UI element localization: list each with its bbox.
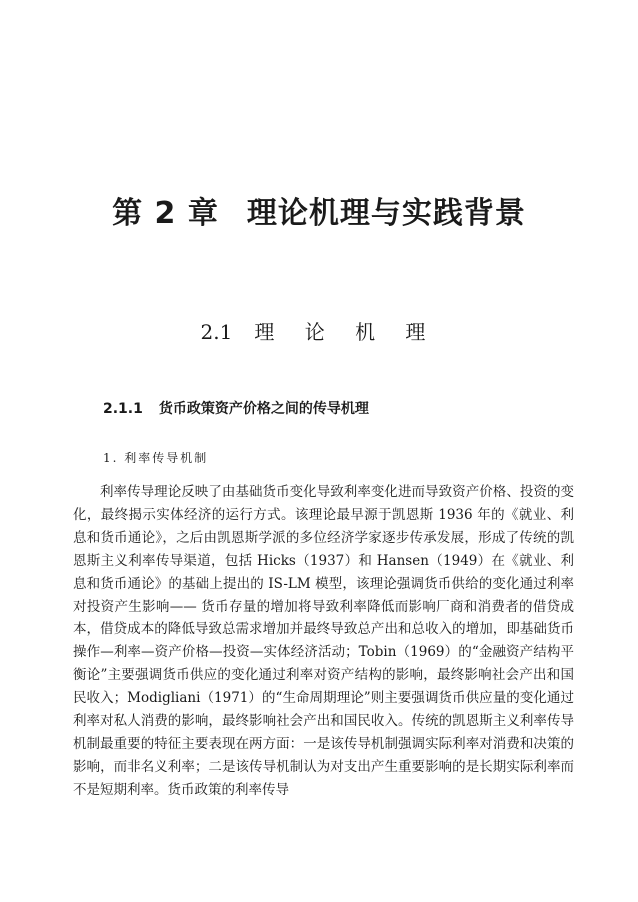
- section-title: [0, 316, 638, 345]
- section-number: 2.1: [200, 320, 233, 344]
- chapter-label: 第 2 章: [112, 196, 219, 231]
- subsection-name: 货币政策资产价格之间的传导机理: [158, 401, 369, 417]
- subsection-number: 2.1.1: [103, 401, 143, 417]
- subsection-title: [103, 398, 369, 418]
- item-heading: 1. 利率传导机制: [103, 451, 209, 465]
- chapter-name: 理论机理与实践背景: [246, 196, 526, 231]
- body-paragraph: 利率传导理论反映了由基础货币变化导致利率变化进而导致资产价格、投资的变化，最终揭示实体经济的运行方式。该理论最早源于凯恩斯 1936 年的《就业、利息和货币通论》，之后由凯恩斯学派的多位经济学家逐步传承发展，形成了传统的凯恩斯主义利率传导渠道，包括 Hicks（1937）和 Hansen（1949）在《就业、利息和货币通论》的基础上提出的 IS-LM 模型，该理论强调货币供给的变化通过利率对投资产生影响—— 货币存量的增加将导致利率降低而影响厂商和消费者的借贷成本，借贷成本的降低导致总需求增加并最终导致总产出和总收入的增加，即基础货币操作—利率—资产价格—投资—实体经济活动；Tobin（1969）的“金融资产结构平衡论”主要强调货币供应的变化通过利率对资产结构的影响，最终影响社会产出和国民收入；Modigliani（1971）的“生命周期理论”则主要强调货币供应量的变化通过利率对私人消费的影响，最终影响社会产出和国民收入。传统的凯恩斯主义利率传导机制最重要的特征主要表现在两方面：一是该传导机制强调实际利率对消费和决策的影响，而非名义利率；二是该传导机制认为对支出产生重要影响的是长期实际利率而不是短期利率。货币政策的利率传导: [73, 484, 574, 798]
- chapter-title: [0, 188, 638, 232]
- section-name: 理 论 机 理: [254, 320, 438, 344]
